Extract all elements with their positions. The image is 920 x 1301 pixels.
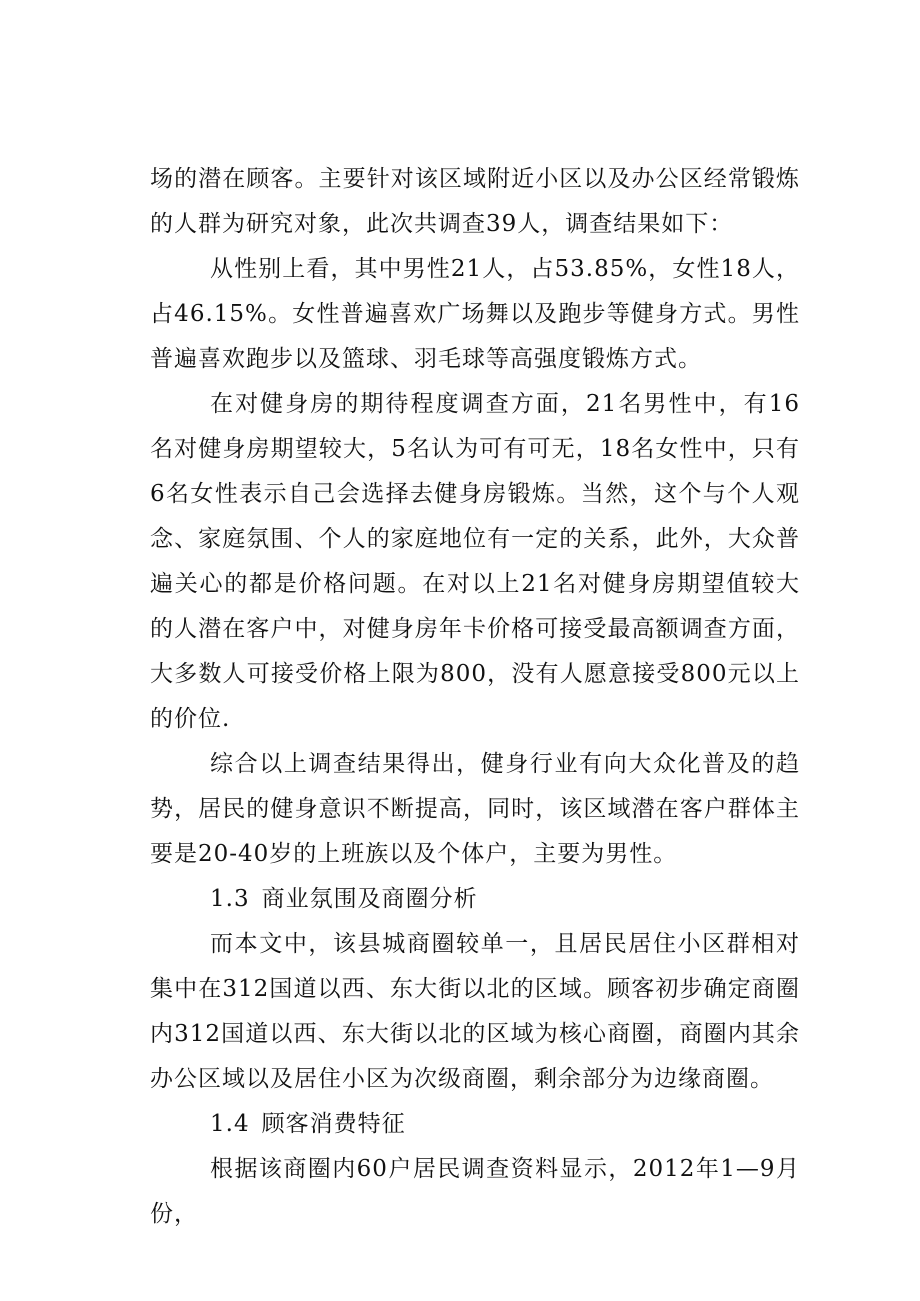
section-number: 1.4 bbox=[210, 1111, 250, 1137]
paragraph-business-district: 而本文中，该县城商圈较单一，且居民居住小区群相对集中在312国道以西、东大街以北的区域。顾客初步确定商圈内312国道以西、东大街以北的区域为核心商圈，商圈内其余办公区域以及居住小区为次级商圈，剩余部分为边缘商圈。 bbox=[150, 931, 800, 1092]
paragraph-consumption-data: 根据该商圈内60户居民调查资料显示，2012年1—9月份， bbox=[150, 1156, 800, 1227]
section-title: 商业氛围及商圈分析 bbox=[261, 886, 478, 912]
section-number: 1.3 bbox=[210, 886, 250, 912]
paragraph-survey-intro: 场的潜在顾客。主要针对该区域附近小区以及办公区经常锻炼的人群为研究对象，此次共调查39人，调查结果如下： bbox=[150, 166, 800, 237]
section-heading-1-3 bbox=[150, 877, 800, 922]
paragraph-gender-stats: 从性别上看，其中男性21人，占53.85%，女性18人，占46.15%。女性普遍喜欢广场舞以及跑步等健身方式。男性普遍喜欢跑步以及篮球、羽毛球等高强度锻炼方式。 bbox=[150, 256, 800, 372]
document-body bbox=[150, 157, 800, 1237]
paragraph-gym-expectation: 在对健身房的期待程度调查方面，21名男性中，有16名对健身房期望较大，5名认为可有可无，18名女性中，只有6名女性表示自己会选择去健身房锻炼。当然，这个与个人观念、家庭氛围、个人的家庭地位有一定的关系，此外，大众普遍关心的都是价格问题。在对以上21名对健身房期望值较大的人潜在客户中，对健身房年卡价格可接受最高额调查方面，大多数人可接受价格上限为800，没有人愿意接受800元以上的价位. bbox=[150, 391, 800, 732]
section-title: 顾客消费特征 bbox=[261, 1111, 406, 1137]
paragraph-survey-conclusion: 综合以上调查结果得出，健身行业有向大众化普及的趋势，居民的健身意识不断提高，同时，该区域潜在客户群体主要是20-40岁的上班族以及个体户，主要为男性。 bbox=[150, 751, 800, 867]
section-heading-1-4 bbox=[150, 1102, 800, 1147]
